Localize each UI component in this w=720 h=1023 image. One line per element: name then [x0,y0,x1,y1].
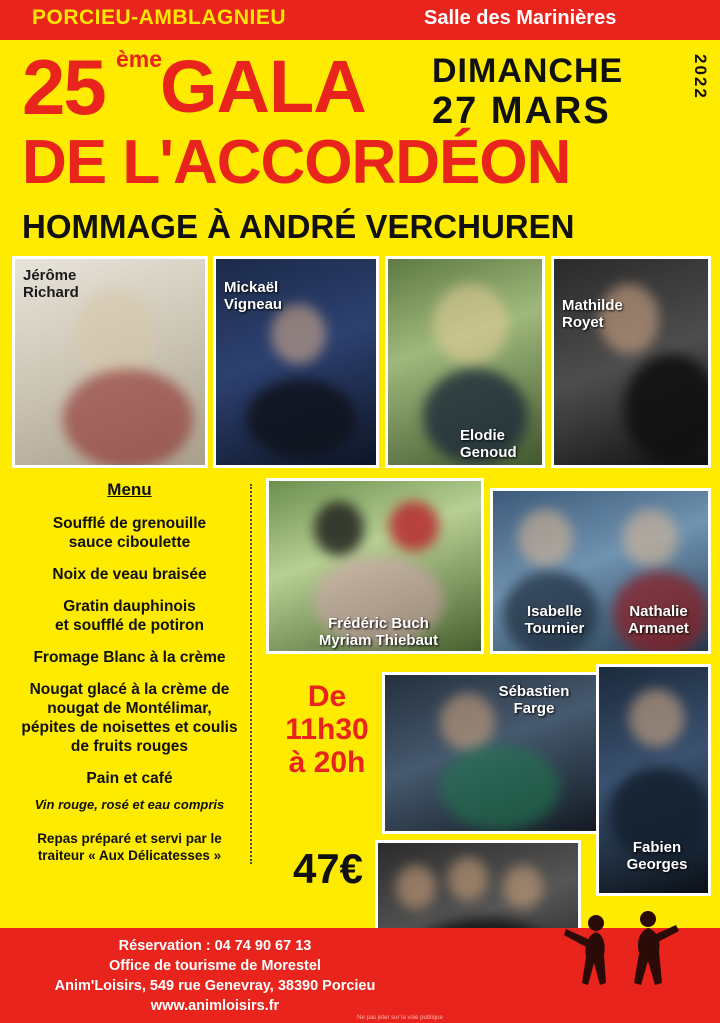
schedule-end: à 20h [288,746,366,779]
photo-frederic-myriam [266,478,484,654]
menu-item-3: Gratin dauphinois et soufflé de potiron [55,598,204,634]
schedule-block [272,680,382,779]
footer-website[interactable]: www.animloisirs.fr [150,998,280,1014]
vertical-divider [250,484,254,864]
menu-drinks: Vin rouge, rosé et eau compris [34,797,225,812]
photo-sebastien-farge [382,672,600,834]
caption-frederic-myriam: Frédéric Buch Myriam Thiebaut [318,615,439,649]
photo-isabelle-nathalie [490,488,711,654]
dancers-silhouette-icon [548,905,698,1015]
event-day: DIMANCHE [432,52,624,90]
tribute-line: HOMMAGE À ANDRÉ VERCHUREN [22,208,575,245]
caption-mickael: Mickaël Vigneau [224,279,283,313]
venue-name: Salle des Marinières [424,7,617,29]
title-subject: DE L'ACCORDÉON [22,128,571,197]
event-date: 27 MARS [432,90,611,132]
edition-ordinal: ème [116,46,163,72]
menu-item-4: Fromage Blanc à la crème [33,649,226,666]
title-gala: GALA [160,45,366,128]
photo-elodie-genoud [385,256,545,468]
caption-nathalie: Nathalie Armanet [628,603,689,637]
city-name: PORCIEU-AMBLAGNIEU [32,6,286,29]
photo-jerome-richard [12,256,208,468]
caption-isabelle: Isabelle Tournier [524,603,585,637]
footer-address: Anim'Loisirs, 549 rue Genevray, 38390 Porcieu [54,978,376,994]
menu-item-6: Pain et café [86,770,173,787]
edition-number: 25 [22,43,105,131]
caption-fabien: Fabien Georges [626,839,688,873]
caption-mathilde: Mathilde Royet [562,297,623,331]
schedule-start: 11h30 [285,713,369,746]
photo-mathilde-royet [551,256,711,468]
photo-mickael-vigneau [213,256,379,468]
title-block [0,40,720,245]
menu-caterer: Repas préparé et servi par le traiteur « Aux Délicatesses » [37,831,222,863]
footer-band [0,928,720,1023]
header-band [0,0,720,40]
schedule-de: De [307,680,347,713]
event-year: 2022 [691,54,710,100]
caption-sebastien: Sébastien Farge [498,683,570,717]
photo-fabien-georges [596,664,711,896]
footer-office: Office de tourisme de Morestel [109,958,321,974]
caption-elodie: Elodie Genoud [460,427,517,461]
caption-jerome: Jérôme Richard [23,267,79,301]
menu-item-5: Nougat glacé à la crème de nougat de Montélimar, pépites de noisettes et coulis de fruits rouges [21,681,238,755]
price-label: 47€ [292,845,364,892]
menu-section [12,480,247,877]
menu-heading: Menu [107,480,152,499]
menu-item-1: Soufflé de grenouille sauce ciboulette [52,515,207,551]
footer-legal: Ne pas jeter sur la voie publique [357,1015,443,1021]
menu-item-2: Noix de veau braisée [52,566,207,583]
footer-reservation: Réservation : 04 74 90 67 13 [118,938,312,954]
